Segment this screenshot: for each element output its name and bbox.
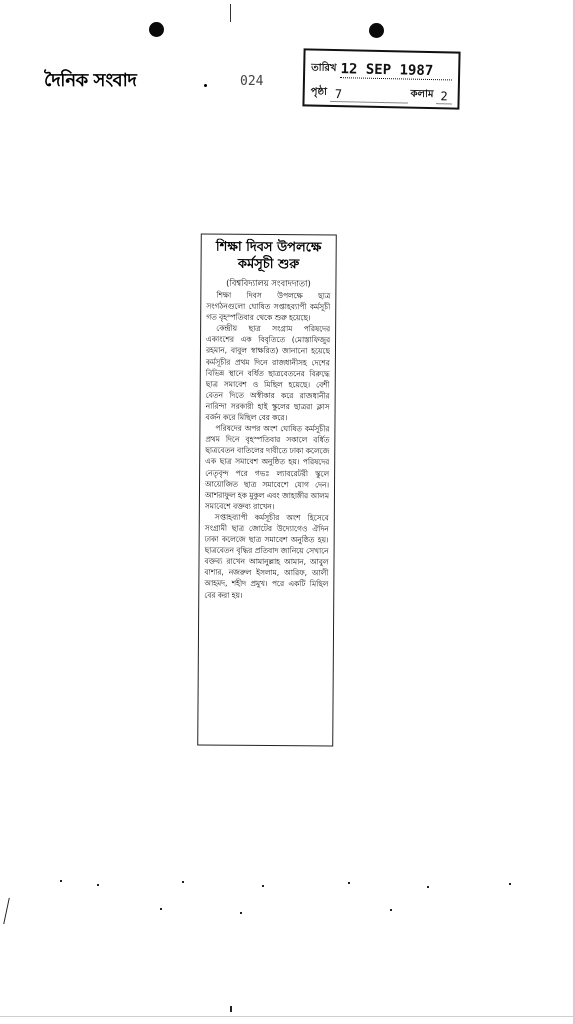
- scan-speck: [390, 909, 392, 911]
- stamp-page-label: পৃষ্ঠা: [310, 86, 328, 98]
- stamp-column-value: 2: [436, 89, 452, 104]
- article-body: [204, 290, 330, 601]
- scan-speck: [182, 881, 184, 883]
- scan-speck: [60, 880, 62, 882]
- article-paragraph: কেন্দ্রীয় ছাত্র সংগ্রাম পরিষদের একাংশের এক বিবৃতিতে (মোস্তাফিজুর রহমান, বাবুল স্বাক্ষরিত) জানানো হয়েছে কর্মসূচীর প্রথম দিনে রাজধানীসহ দেশের বিভিন্ন স্থানে বর্ধিত ছাত্রবেতনের বিরুদ্ধে ছাত্র সমাবেশ ও মিছিল হয়েছে। বেশী বেতন দিতে অস্বীকার করে রাজধানীর নারিন্দা সরকারী হাই স্কুলের ছাত্ররা ক্লাস বর্জন করে মিছিল বের করে।: [205, 323, 331, 423]
- scan-speck: [230, 1006, 232, 1012]
- ink-dot: [204, 84, 207, 87]
- scan-speck: [160, 908, 162, 910]
- clipping-content: [203, 239, 331, 742]
- scan-speck: [97, 884, 99, 886]
- scan-speck: [509, 883, 511, 885]
- punch-hole-right: [369, 23, 384, 38]
- scan-speck: [262, 885, 264, 887]
- stamp-date-row: [311, 54, 452, 81]
- stamp-date-value: 12 SEP 1987: [340, 61, 452, 80]
- stamp-page-value: 7: [331, 87, 408, 104]
- sheet-number: 024: [240, 74, 264, 89]
- margin-mark: [3, 898, 22, 924]
- article-paragraph: পরিষদের অপর অংশ ঘোষিত কর্মসূচীর প্রথম দিনে বৃহস্পতিবার সকালে বর্ধিত ছাত্রবেতন বাতিলের দাবীতে ঢাকা কলেজে এক ছাত্র সমাবেশ অনুষ্ঠিত হয়। পরিষদের নেতৃবৃন্দ পরে গভঃ ল্যাবরেটরী স্কুলে আয়োজিত ছাত্র সমাবেশে যোগ দেন। আশরাফুল হক মুকুল এবং জাহাঙ্গীর আলম সমাবেশে বক্তব্য রাখেন।: [204, 423, 330, 511]
- newspaper-masthead: দৈনিক সংবাদ: [44, 70, 137, 91]
- stamp-page-row: [311, 78, 452, 105]
- newspaper-clipping: [197, 234, 337, 747]
- scan-speck: [240, 912, 242, 914]
- article-paragraph: সপ্তাহব্যাপী কর্মসূচীর অংশ হিসেবে সংগ্রামী ছাত্র জোটের উদ্যোগেও ঐদিন ঢাকা কলেজে ছাত্র সমাবেশ অনুষ্ঠিত হয়। ছাত্রবেতন বৃদ্ধির প্রতিবাদ জানিয়ে সেখানে বক্তব্য রাখেন আমানুল্লাহ আমান, আবুল বাশার, নজরুল ইসলাম, আরিফ, আলী আহমদ, শহীদ প্রমুখ। পরে একটি মিছিল বের করা হয়।: [204, 512, 329, 600]
- article-headline: [207, 239, 331, 274]
- date-stamp: [302, 48, 460, 109]
- headline-line-1: শিক্ষা দিবস উপলক্ষে: [215, 239, 322, 256]
- scan-speck: [427, 886, 429, 888]
- article-byline: (বিশ্ববিদ্যালয় সংবাদদাতা): [226, 277, 311, 289]
- article-paragraph: শিক্ষা দিবস উপলক্ষে ছাত্র সংগঠনগুলো ঘোষিত সপ্তাহব্যাপী কর্মসূচী গত বৃহস্পতিবার থেকে শুরু হয়েছে।: [206, 290, 331, 323]
- headline-line-2: কর্মসূচী শুরু: [237, 256, 300, 273]
- scan-mark: [230, 4, 231, 22]
- scan-speck: [348, 882, 350, 884]
- punch-hole-left: [149, 22, 164, 37]
- stamp-column-label: কলাম: [410, 88, 434, 101]
- stamp-date-label: তারিখ: [311, 62, 337, 75]
- page-bottom-edge: [0, 1016, 575, 1017]
